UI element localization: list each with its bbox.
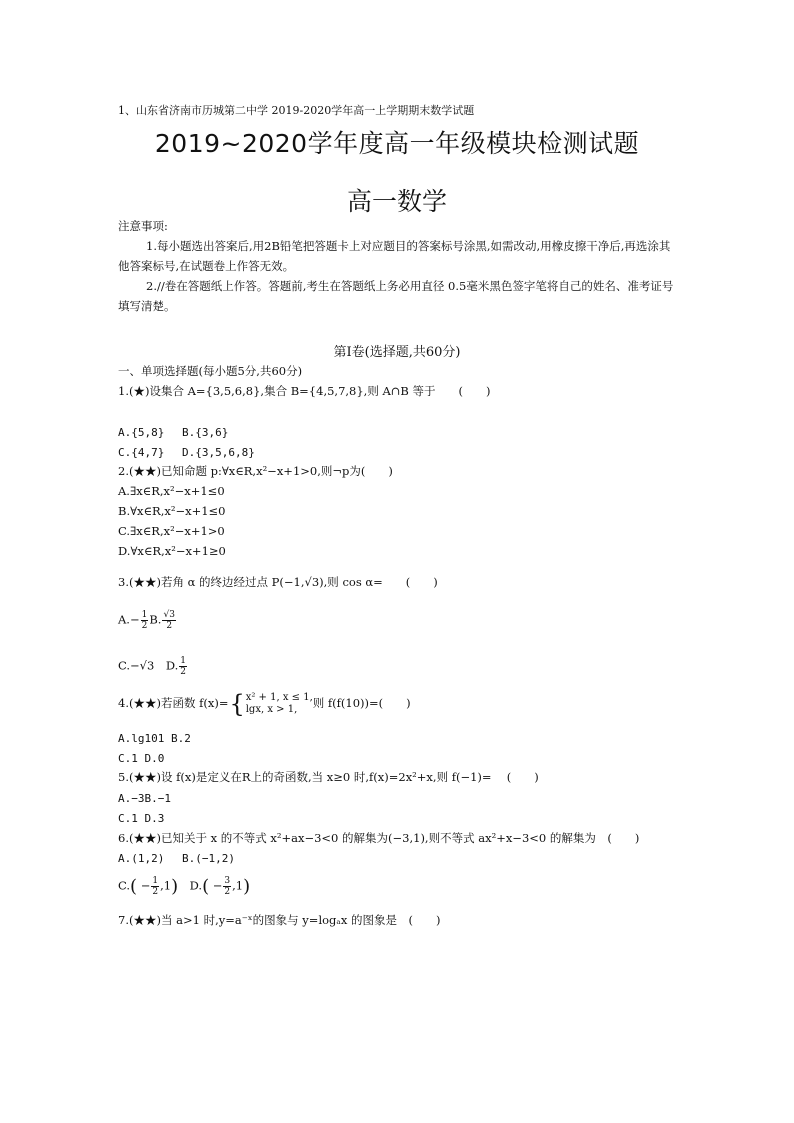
brace-icon: { [229,690,245,718]
q3-options-ab [118,610,177,631]
q5-options-cd: C.1 D.3 [118,812,165,825]
q6-option-d-label: D. [178,878,203,893]
question-6: 6.(★★)已知关于 x 的不等式 x²+ax−3<0 的解集为(−3,1),则不等式 ax²+x−3<0 的解集为 ( ) [118,831,640,845]
q3-option-d-label: D. [154,658,179,673]
q3-options-cd [118,656,188,677]
q6-option-c-fraction: $\frac{1}{2}$ [152,876,159,897]
q2-option-b: B.∀x∈R,x²−x+1≤0 [118,504,226,518]
notice-heading: 注意事项: [118,219,168,233]
question-5: 5.(★★)设 f(x)是定义在R上的奇函数,当 x≥0 时,f(x)=2x²+x,则 f(−1)= ( ) [118,770,539,784]
question-2: 2.(★★)已知命题 p:∀x∈R,x²−x+1>0,则¬p为( ) [118,464,393,478]
q6-option-d-fraction: $\frac{3}{2}$ [224,876,231,897]
question-4 [118,692,411,716]
q3-option-a-fraction: $\frac{1}{2}$ [141,610,148,631]
q3-option-d-fraction: $\frac{1}{2}$ [180,656,187,677]
question-1: 1.(★)设集合 A={3,5,6,8},集合 B={4,5,7,8},则 A∩B 等于 ( ) [118,384,491,398]
q5-options-ab: A.−3B.−1 [118,792,171,805]
part-title: 第Ⅰ卷(选择题,共60分) [333,345,461,360]
section-heading: 一、单项选择题(每小题5分,共60分) [118,364,303,378]
q1-options-cd: C.{4,7} D.{3,5,6,8} [118,446,255,459]
q4-options-ab: A.lg101 B.2 [118,732,191,745]
exam-title: 2019~2020学年度高一年级模块检测试题 [154,129,640,158]
q3-option-b-label: B. [149,612,162,627]
question-7: 7.(★★)当 a>1 时,y=a⁻ˣ的图象与 y=logₐx 的图象是 ( ) [118,913,441,927]
notice-block [118,216,674,316]
notice-item-1: 1.每小题选出答案后,用2B铅笔把答题卡上对应题目的答案标号涂黑,如需改动,用橡皮擦干净后,再选涂其他答案标号,在试题卷上作答无效。 [118,239,671,273]
q4-piecewise: x² + 1, x ≤ 1, lgx, x > 1, [245,692,313,715]
q6-option-c-label: C. [118,878,131,893]
subject-title: 高一数学 [346,187,447,216]
q3-option-b-fraction: $\frac{√3}{2}$ [163,610,175,631]
source-line: 1、山东省济南市历城第二中学 2019-2020学年高一上学期期末数学试题 [118,104,475,117]
q6-options-cd: C.( − $\frac{1}{2}$ ,1) D.( − $\frac{3}{2}$ ,1) [118,876,251,897]
q3-option-a-label: A.− [118,612,140,627]
q2-option-d: D.∀x∈R,x²−x+1≥0 [118,544,226,558]
notice-item-2: 2.//卷在答题纸上作答。答题前,考生在答题纸上务必用直径 0.5毫米黑色签字笔将自己的姓名、准考证号填写清楚。 [118,279,674,313]
q6-options-ab: A.(1,2) B.(−1,2) [118,852,235,865]
q2-option-a: A.∃x∈R,x²−x+1≤0 [118,484,225,498]
q4-stem-pre: 4.(★★)若函数 f(x)= [118,696,229,710]
q2-option-c: C.∃x∈R,x²−x+1>0 [118,524,225,538]
q4-stem-post: 则 f(f(10))=( ) [312,696,411,710]
q4-options-cd: C.1 D.0 [118,752,165,765]
q1-options-ab: A.{5,8} B.{3,6} [118,426,229,439]
question-3: 3.(★★)若角 α 的终边经过点 P(−1,√3),则 cos α= ( ) [118,575,438,589]
q3-option-c: C.−√3 [118,658,155,673]
